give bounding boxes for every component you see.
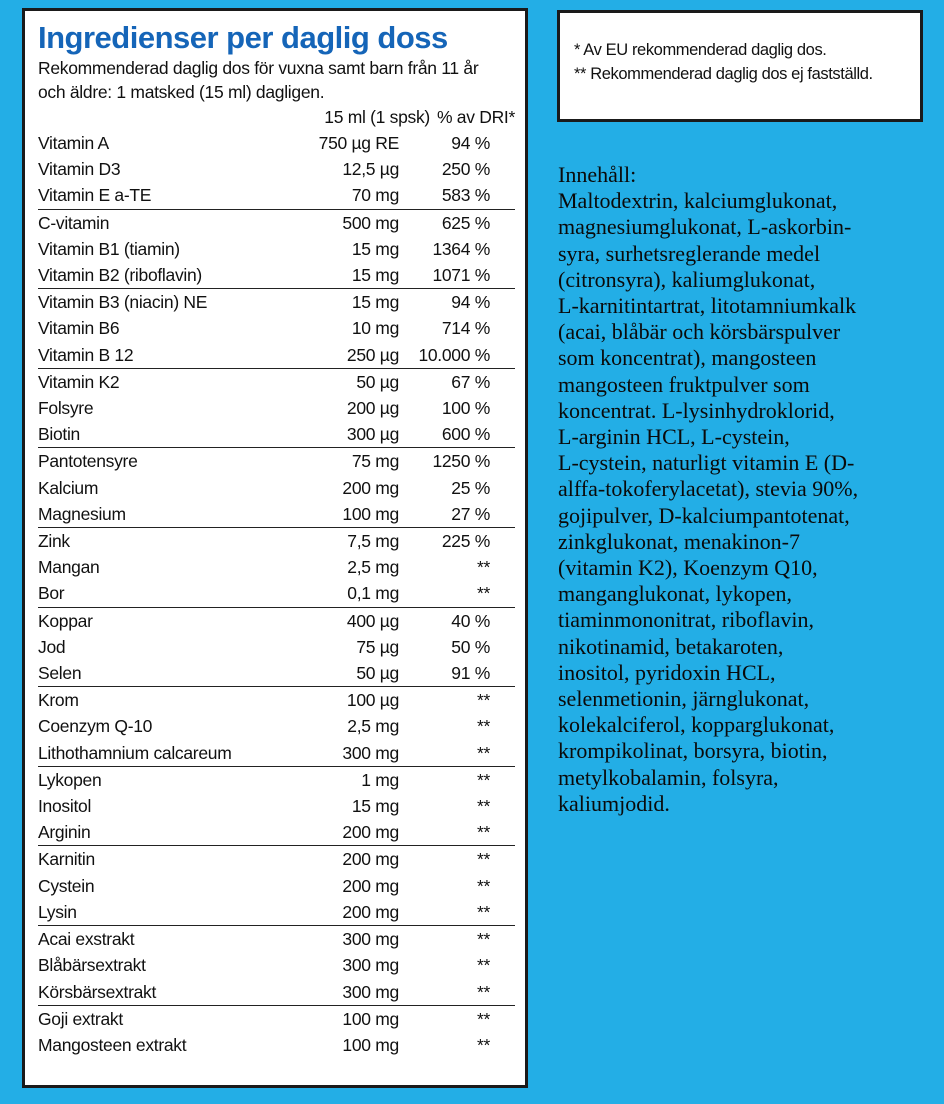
table-row — [38, 369, 515, 395]
contents-heading: Innehåll: — [558, 162, 637, 187]
ingredient-dri: ** — [476, 822, 490, 843]
ingredient-name: Vitamin A — [38, 133, 109, 153]
contents-line: tiaminmononitrat, riboflavin, — [558, 607, 815, 633]
table-row — [38, 156, 515, 182]
ingredient-dri: ** — [476, 875, 490, 896]
ingredient-dose: 75 µg — [356, 636, 399, 657]
ingredient-group — [38, 130, 515, 209]
ingredient-name: Mangosteen extrakt — [38, 1034, 187, 1055]
table-row — [38, 713, 515, 739]
ingredient-group — [38, 607, 515, 687]
table-row — [38, 634, 515, 660]
table-row — [38, 421, 515, 447]
ingredient-group — [38, 925, 515, 1005]
ingredient-dose: 100 µg — [346, 690, 399, 711]
table-row — [38, 740, 515, 766]
table-row — [38, 182, 515, 208]
ingredient-name: Koppar — [38, 610, 93, 631]
table-row — [38, 210, 515, 236]
contents-line: L-cystein, naturligt vitamin E (D- — [558, 450, 855, 476]
contents-line: nikotinamid, betakaroten, — [558, 633, 784, 659]
ingredient-dri: ** — [476, 557, 490, 578]
contents-line: zinkglukonat, menakinon-7 — [558, 528, 800, 554]
ingredient-name: Goji extrakt — [38, 1008, 123, 1029]
ingredient-dose: 15 mg — [351, 238, 399, 259]
contents-line: magnesiumglukonat, L-askorbin- — [558, 214, 852, 240]
ingredient-group — [38, 447, 515, 527]
table-row — [38, 236, 515, 262]
table-row — [38, 289, 515, 315]
ingredient-dose: 10 mg — [351, 318, 399, 339]
table-row — [38, 608, 515, 634]
ingredient-dose: 1 mg — [361, 769, 399, 790]
ingredient-dri: 225 % — [441, 531, 490, 552]
table-row — [38, 660, 515, 686]
table-row — [38, 793, 515, 819]
contents-line: (citronsyra), kaliumglukonat, — [558, 266, 816, 292]
ingredient-dose: 15 mg — [351, 796, 399, 817]
ingredient-name: Vitamin B1 (tiamin) — [38, 238, 180, 259]
ingredient-group — [38, 368, 515, 448]
ingredient-dri: 94 % — [451, 133, 490, 153]
table-row — [38, 846, 515, 872]
column-header-dose: 15 ml (1 spsk) — [324, 107, 430, 127]
contents-line: syra, surhetsreglerande medel — [558, 240, 821, 266]
ingredient-dose: 200 mg — [342, 901, 399, 922]
contents-line: som koncentrat), mangosteen — [558, 345, 817, 371]
table-row — [38, 342, 515, 368]
ingredient-dose: 300 mg — [342, 981, 399, 1002]
ingredient-dose: 300 mg — [342, 955, 399, 976]
table-row — [38, 554, 515, 580]
ingredient-name: Zink — [38, 531, 70, 552]
footnote-not-set: ** Rekommenderad daglig dos ej fastställd. — [574, 65, 873, 83]
contents-line: manganglukonat, lykopen, — [558, 581, 793, 607]
ingredient-name: Karnitin — [38, 849, 95, 870]
subtitle-line: Rekommenderad daglig dos för vuxna samt barn från 11 år — [38, 58, 479, 78]
ingredient-dose: 750 µg RE — [318, 133, 399, 153]
table-row — [38, 475, 515, 501]
table-row — [38, 873, 515, 899]
ingredient-dri: 1250 % — [432, 451, 490, 472]
ingredient-dri: ** — [476, 955, 490, 976]
ingredient-dri: 91 % — [451, 663, 490, 684]
ingredient-name: Vitamin B3 (niacin) NE — [38, 292, 208, 313]
ingredient-dose: 200 mg — [342, 477, 399, 498]
ingredient-dose: 0,1 mg — [347, 583, 399, 604]
ingredient-dri: 100 % — [441, 398, 490, 419]
table-row — [38, 952, 515, 978]
ingredient-name: Selen — [38, 663, 82, 684]
ingredient-dose: 300 µg — [346, 424, 399, 445]
ingredient-dose: 250 µg — [346, 344, 399, 365]
ingredient-name: Vitamin K2 — [38, 371, 120, 392]
ingredient-dri: ** — [476, 583, 490, 604]
ingredient-dose: 200 µg — [346, 398, 399, 419]
ingredient-group — [38, 766, 515, 846]
ingredient-dri: 50 % — [451, 636, 490, 657]
ingredient-name: Inositol — [38, 796, 92, 817]
ingredient-name: Folsyre — [38, 398, 94, 419]
ingredient-dose: 200 mg — [342, 822, 399, 843]
ingredient-dose: 500 mg — [342, 212, 399, 233]
ingredient-name: Vitamin B6 — [38, 318, 120, 339]
ingredient-name: Körsbärsextrakt — [38, 981, 157, 1002]
table-row — [38, 580, 515, 606]
contents-line: mangosteen fruktpulver som — [558, 371, 810, 397]
ingredient-group — [38, 845, 515, 925]
ingredient-dose: 200 mg — [342, 875, 399, 896]
ingredient-dri: ** — [476, 929, 490, 950]
ingredient-dose: 2,5 mg — [347, 557, 399, 578]
contents-line: Maltodextrin, kalciumglukonat, — [558, 188, 838, 214]
ingredient-dri: 625 % — [441, 212, 490, 233]
ingredient-dri: 67 % — [451, 371, 490, 392]
ingredient-dri: 1364 % — [432, 238, 490, 259]
ingredient-name: Magnesium — [38, 503, 126, 524]
ingredient-dose: 100 mg — [342, 1034, 399, 1055]
contents-line: gojipulver, D-kalciumpantotenat, — [558, 502, 850, 528]
table-row — [38, 767, 515, 793]
ingredient-dri: 600 % — [441, 424, 490, 445]
ingredient-name: Kalcium — [38, 477, 99, 498]
ingredient-dose: 300 mg — [342, 742, 399, 763]
ingredient-group — [38, 686, 515, 766]
ingredient-dri: 1071 % — [432, 265, 490, 286]
ingredients-panel — [22, 8, 528, 1088]
ingredient-dose: 12,5 µg — [342, 159, 399, 180]
ingredient-dose: 7,5 mg — [347, 531, 399, 552]
footnote-box — [557, 10, 923, 122]
ingredient-dose: 400 µg — [346, 610, 399, 631]
ingredient-dri: 27 % — [451, 503, 490, 524]
table-row — [38, 448, 515, 474]
contents-line: (acai, blåbär och körsbärspulver — [558, 319, 841, 345]
table-row — [38, 395, 515, 421]
column-header — [38, 104, 515, 130]
ingredient-dri: ** — [476, 796, 490, 817]
ingredient-name: Vitamin E a-TE — [38, 185, 152, 206]
ingredient-dri: 25 % — [451, 477, 490, 498]
contents-line: krompikolinat, borsyra, biotin, — [558, 738, 828, 764]
footnote-eu: * Av EU rekommenderad daglig dos. — [574, 41, 827, 59]
ingredient-dri: ** — [476, 1034, 490, 1055]
ingredient-name: Krom — [38, 690, 79, 711]
table-row — [38, 315, 515, 341]
ingredient-name: Lykopen — [38, 769, 102, 790]
ingredient-name: Coenzym Q-10 — [38, 716, 153, 737]
ingredient-dose: 50 µg — [356, 371, 399, 392]
contents-line: (vitamin K2), Koenzym Q10, — [558, 555, 818, 581]
ingredient-name: Vitamin B 12 — [38, 344, 134, 365]
table-row — [38, 501, 515, 527]
contents-line: kolekalciferol, kopparglukonat, — [558, 712, 835, 738]
ingredient-name: Blåbärsextrakt — [38, 955, 146, 976]
ingredient-name: Biotin — [38, 424, 80, 445]
ingredient-dose: 70 mg — [351, 185, 399, 206]
ingredient-dose: 100 mg — [342, 503, 399, 524]
ingredient-dose: 100 mg — [342, 1008, 399, 1029]
contents-line: L-karnitintartrat, litotamniumkalk — [558, 293, 857, 319]
subtitle — [38, 56, 515, 104]
ingredient-dose: 300 mg — [342, 929, 399, 950]
ingredient-dri: ** — [476, 769, 490, 790]
contents-line: selenmetionin, järnglukonat, — [558, 686, 810, 712]
ingredient-dose: 15 mg — [351, 292, 399, 313]
contents-line: alffa-tokoferylacetat), stevia 90%, — [558, 476, 859, 502]
table-row — [38, 1006, 515, 1032]
ingredient-name: C-vitamin — [38, 212, 110, 233]
ingredient-table — [38, 130, 515, 1058]
table-row — [38, 130, 515, 156]
contents-line: koncentrat. L-lysinhydroklorid, — [558, 397, 835, 423]
ingredient-group — [38, 1005, 515, 1058]
ingredient-dri: 40 % — [451, 610, 490, 631]
table-row — [38, 1032, 515, 1058]
ingredient-group — [38, 527, 515, 607]
ingredient-dri: 583 % — [441, 185, 490, 206]
ingredient-dri: ** — [476, 690, 490, 711]
ingredient-dri: ** — [476, 901, 490, 922]
subtitle-line: och äldre: 1 matsked (15 ml) dagligen. — [38, 82, 325, 102]
ingredient-name: Pantotensyre — [38, 451, 138, 472]
table-row — [38, 262, 515, 288]
table-row — [38, 899, 515, 925]
table-row — [38, 979, 515, 1005]
ingredient-name: Lithothamnium calcareum — [38, 742, 232, 763]
ingredient-dri: ** — [476, 742, 490, 763]
ingredient-dri: ** — [476, 849, 490, 870]
ingredient-dri: 250 % — [441, 159, 490, 180]
ingredient-dri: ** — [476, 981, 490, 1002]
table-row — [38, 819, 515, 845]
ingredient-name: Lysin — [38, 901, 77, 922]
column-header-name — [38, 104, 271, 130]
ingredient-name: Mangan — [38, 557, 100, 578]
ingredient-name: Bor — [38, 583, 65, 604]
ingredient-dose: 75 mg — [351, 451, 399, 472]
ingredient-dri: ** — [476, 716, 490, 737]
ingredient-group — [38, 288, 515, 368]
ingredient-dose: 50 µg — [356, 663, 399, 684]
contents-line: kaliumjodid. — [558, 790, 670, 816]
contents-text — [558, 162, 928, 817]
ingredient-name: Vitamin D3 — [38, 159, 121, 180]
ingredient-name: Jod — [38, 636, 66, 657]
ingredient-dose: 15 mg — [351, 265, 399, 286]
ingredient-dri: ** — [476, 1008, 490, 1029]
ingredient-dri: 714 % — [441, 318, 490, 339]
ingredient-name: Vitamin B2 (riboflavin) — [38, 265, 202, 286]
table-row — [38, 926, 515, 952]
ingredient-dri: 10.000 % — [418, 344, 490, 365]
table-row — [38, 528, 515, 554]
ingredient-name: Cystein — [38, 875, 95, 896]
page-title: Ingredienser per daglig doss — [38, 20, 448, 55]
ingredient-group — [38, 209, 515, 289]
contents-line: metylkobalamin, folsyra, — [558, 764, 779, 790]
table-row — [38, 687, 515, 713]
column-header-dri: % av DRI* — [436, 107, 515, 127]
contents-line: L-arginin HCL, L-cystein, — [558, 424, 790, 450]
ingredient-dose: 200 mg — [342, 849, 399, 870]
ingredient-name: Acai exstrakt — [38, 929, 135, 950]
contents-line: inositol, pyridoxin HCL, — [558, 659, 776, 685]
ingredient-dose: 2,5 mg — [347, 716, 399, 737]
ingredient-name: Arginin — [38, 822, 91, 843]
ingredient-dri: 94 % — [451, 292, 490, 313]
